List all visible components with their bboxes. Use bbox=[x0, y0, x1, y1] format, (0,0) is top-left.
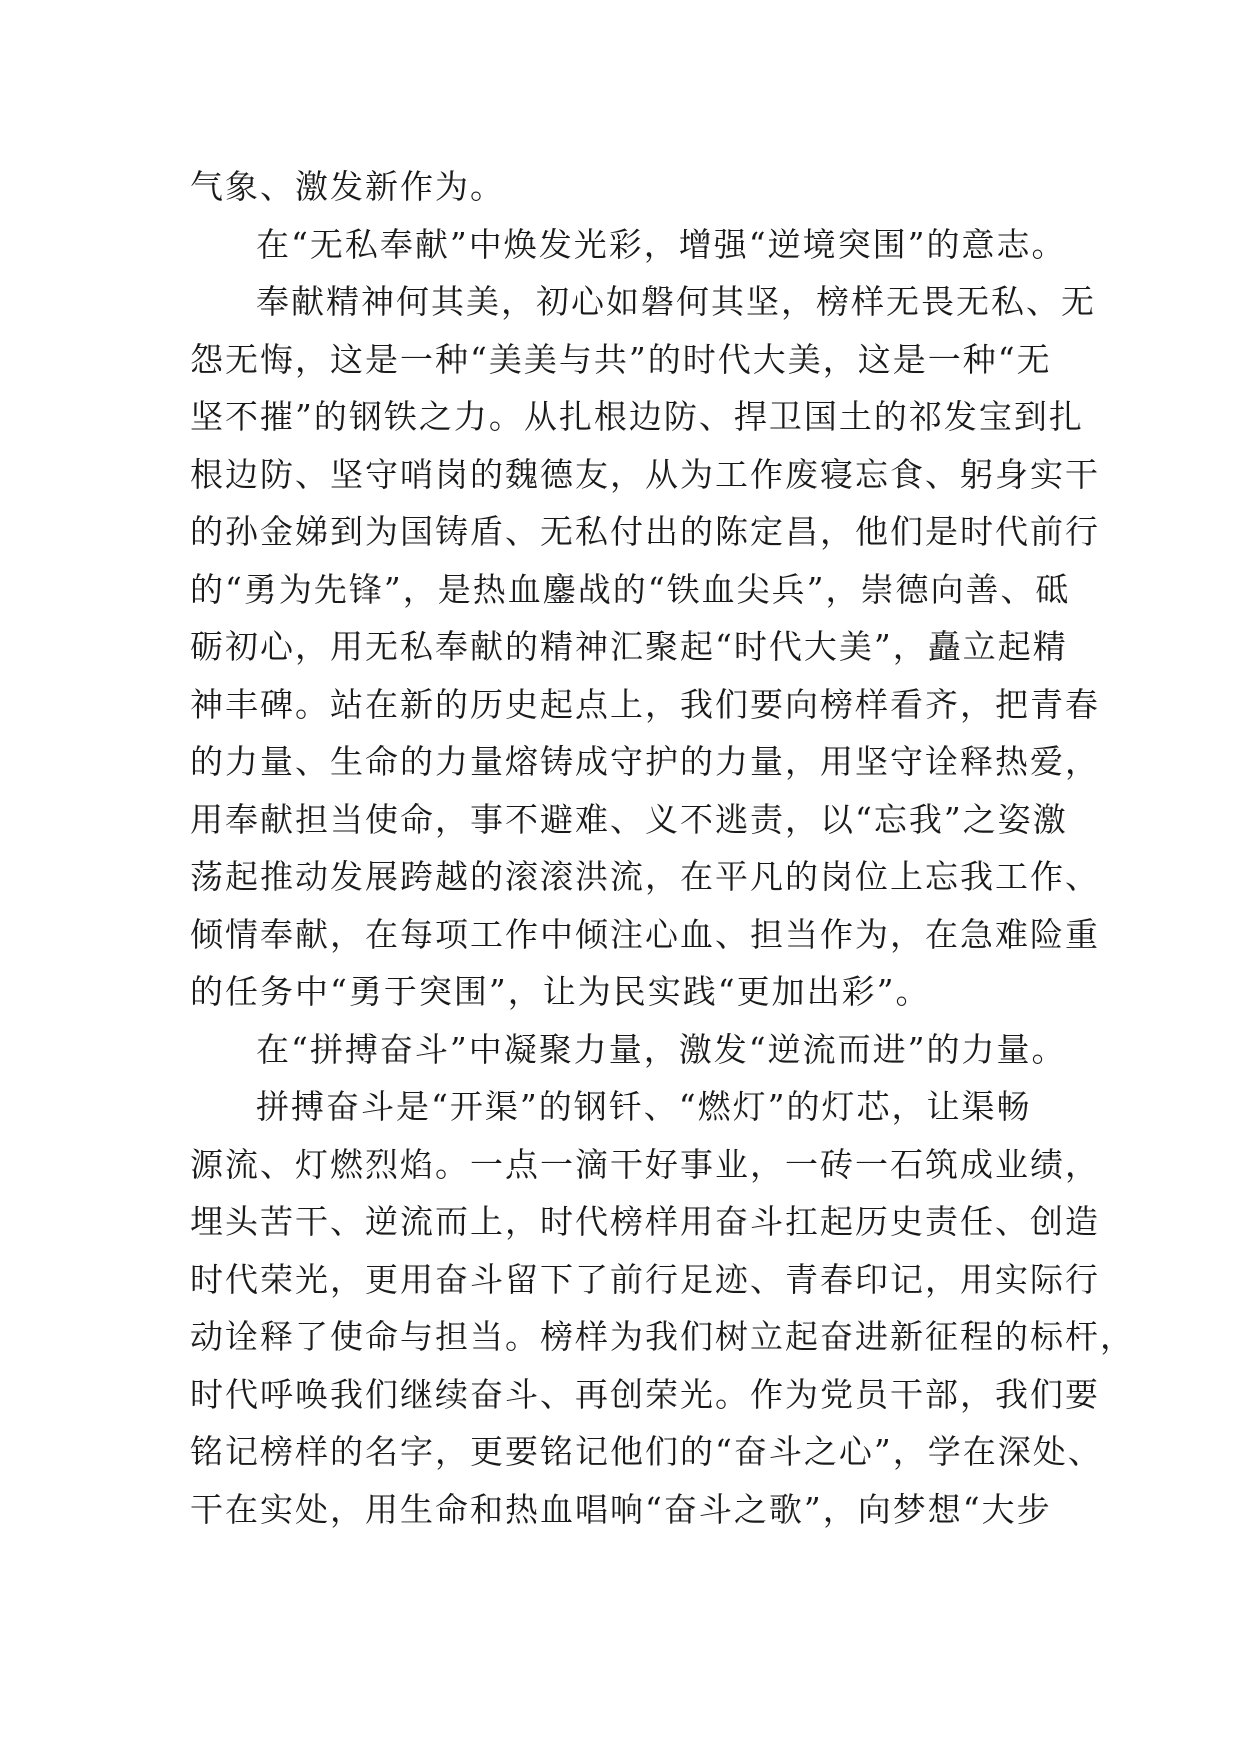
text-line: 时代荣光，更用奋斗留下了前行足迹、青春印记，用实际行 bbox=[190, 1259, 1100, 1299]
text-line: 倾情奉献，在每项工作中倾注心血、担当作为，在急难险重 bbox=[190, 914, 1100, 954]
text-line: 源流、灯燃烈焰。一点一滴干好事业，一砖一石筑成业绩， bbox=[190, 1144, 1100, 1184]
text-line: 埋头苦干、逆流而上，时代榜样用奋斗扛起历史责任、创造 bbox=[190, 1202, 1100, 1241]
text-line: 的力量、生命的力量熔铸成守护的力量，用坚守诠释热爱， bbox=[190, 742, 1100, 781]
text-line: 的孙金娣到为国铸盾、无私付出的陈定昌，他们是时代前行 bbox=[190, 512, 1100, 551]
text-line: 用奉献担当使命，事不避难、义不逃责，以“忘我”之姿激 bbox=[190, 799, 1068, 839]
text-line: 的任务中“勇于突围”，让为民实践“更加出彩”。 bbox=[190, 972, 931, 1011]
text-line: 神丰碑。站在新的历史起点上，我们要向榜样看齐，把青春 bbox=[190, 684, 1100, 724]
text-line: 根边防、坚守哨岗的魏德友，从为工作废寝忘食、躬身实干 bbox=[190, 454, 1100, 494]
text-line: 荡起推动发展跨越的滚滚洪流，在平凡的岗位上忘我工作、 bbox=[190, 857, 1100, 896]
text-line: 奉献精神何其美，初心如磐何其坚，榜样无畏无私、无 bbox=[256, 282, 1096, 321]
text-line: 怨无悔，这是一种“美美与共”的时代大美，这是一种“无 bbox=[190, 339, 1052, 379]
text-line: 气象、激发新作为。 bbox=[190, 167, 505, 206]
text-line: 砺初心，用无私奉献的精神汇聚起“时代大美”，矗立起精 bbox=[190, 627, 1068, 666]
text-line: 的“勇为先锋”，是热血鏖战的“铁血尖兵”，崇德向善、砥 bbox=[190, 569, 1071, 609]
text-line: 在“拼搏奋斗”中凝聚力量，激发“逆流而进”的力量。 bbox=[256, 1029, 1067, 1069]
text-line: 拼搏奋斗是“开渠”的钢钎、“燃灯”的灯芯，让渠畅 bbox=[256, 1087, 1032, 1126]
text-line: 在“无私奉献”中焕发光彩，增强“逆境突围”的意志。 bbox=[256, 224, 1067, 264]
text-line: 坚不摧”的钢铁之力。从扎根边防、捍卫国土的祁发宝到扎 bbox=[190, 397, 1084, 436]
text-line: 动诠释了使命与担当。榜样为我们树立起奋进新征程的标杆， bbox=[190, 1317, 1135, 1356]
text-line: 干在实处，用生命和热血唱响“奋斗之歌”，向梦想“大步 bbox=[190, 1489, 1052, 1529]
body-text bbox=[190, 158, 1135, 1538]
text-line: 时代呼唤我们继续奋斗、再创荣光。作为党员干部，我们要 bbox=[190, 1374, 1100, 1414]
text-line: 铭记榜样的名字，更要铭记他们的“奋斗之心”，学在深处、 bbox=[190, 1432, 1103, 1471]
